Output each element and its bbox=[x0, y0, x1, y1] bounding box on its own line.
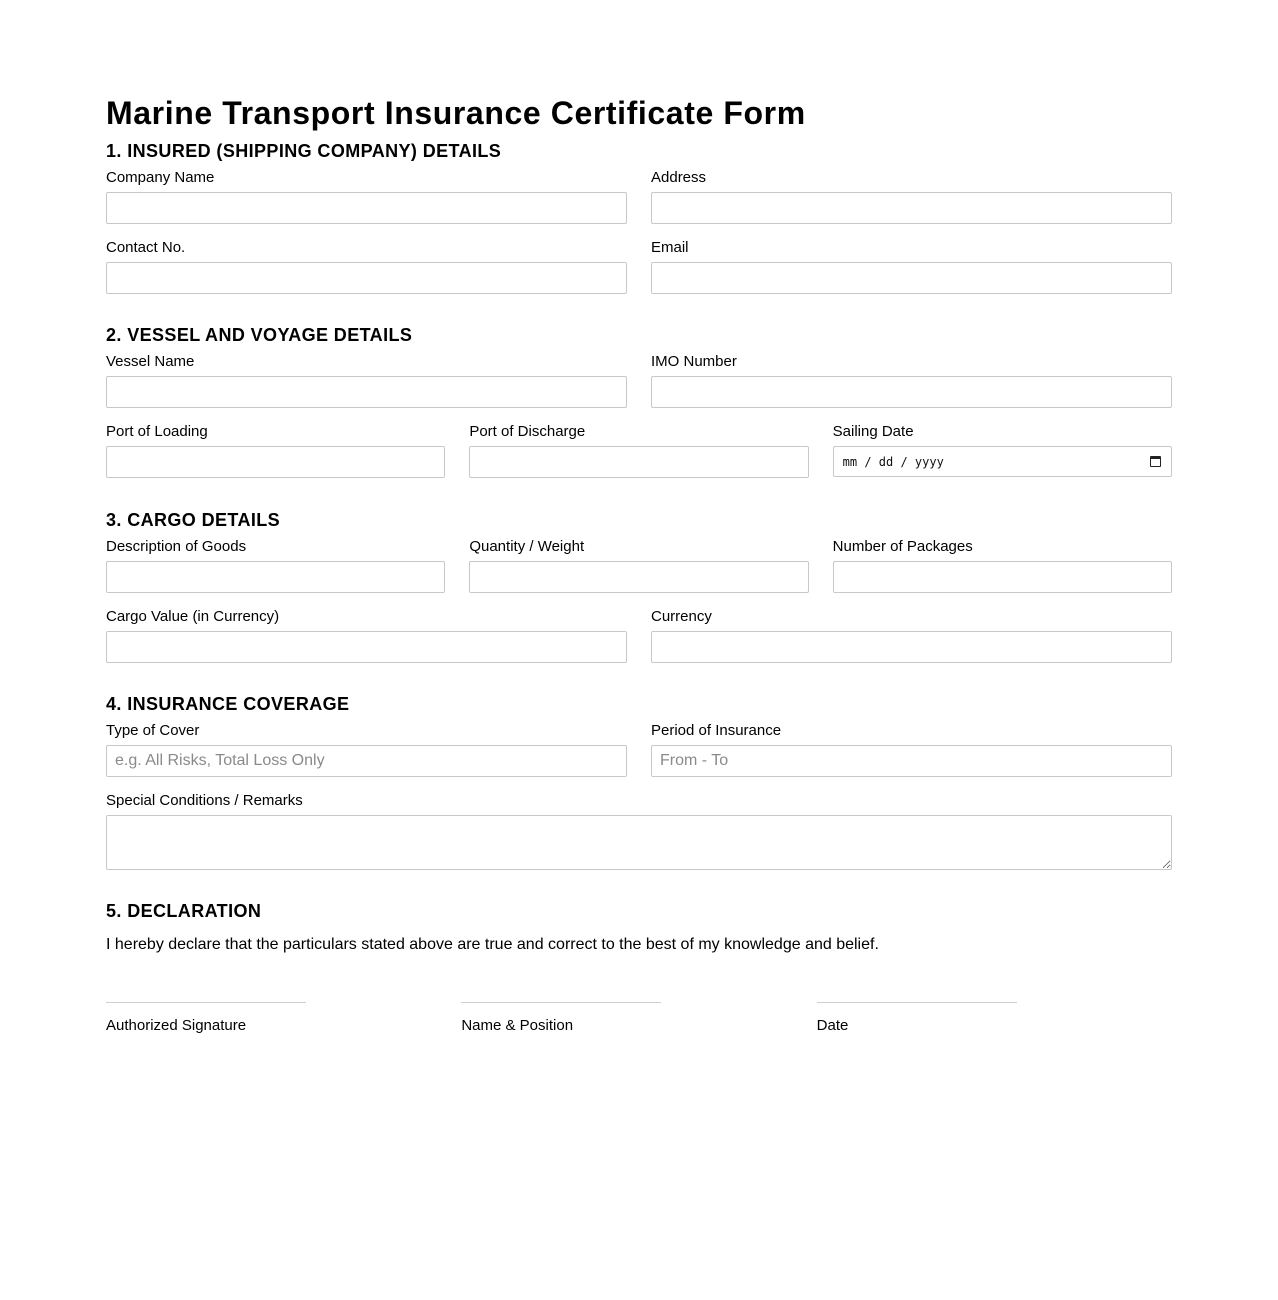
description-input[interactable] bbox=[106, 561, 445, 593]
signature-caption: Name & Position bbox=[461, 1017, 574, 1034]
contact-no-input[interactable] bbox=[106, 262, 627, 294]
sailing-date-placeholder: mm / dd / yyyy bbox=[842, 454, 944, 469]
currency-input[interactable] bbox=[651, 631, 1172, 663]
company-name-input[interactable] bbox=[106, 192, 627, 224]
signature-line bbox=[106, 1002, 306, 1003]
address-input[interactable] bbox=[651, 192, 1172, 224]
field-port-of-loading bbox=[106, 422, 445, 478]
imo-number-label: IMO Number bbox=[651, 353, 737, 370]
field-sailing-date bbox=[833, 422, 1172, 478]
declaration-text: I hereby declare that the particulars stated above are true and correct to the best of my knowledge and belief. bbox=[106, 936, 879, 953]
quantity-input[interactable] bbox=[469, 561, 808, 593]
field-company-name bbox=[106, 168, 627, 224]
field-cargo-value bbox=[106, 607, 627, 663]
section-coverage bbox=[106, 693, 1172, 870]
field-imo-number bbox=[651, 352, 1172, 408]
packages-input[interactable] bbox=[833, 561, 1172, 593]
contact-no-label: Contact No. bbox=[106, 239, 186, 256]
port-of-loading-label: Port of Loading bbox=[106, 423, 208, 440]
section-insured bbox=[106, 140, 1172, 294]
port-of-loading-input[interactable] bbox=[106, 446, 445, 478]
field-description bbox=[106, 537, 445, 593]
imo-number-input[interactable] bbox=[651, 376, 1172, 408]
field-port-of-discharge bbox=[469, 422, 808, 478]
field-period bbox=[651, 721, 1172, 777]
page-title: Marine Transport Insurance Certificate Form bbox=[106, 95, 806, 131]
section-heading-vessel: 2. VESSEL AND VOYAGE DETAILS bbox=[106, 325, 413, 345]
type-of-cover-input[interactable] bbox=[106, 745, 627, 777]
port-of-discharge-input[interactable] bbox=[469, 446, 808, 478]
calendar-icon[interactable] bbox=[1150, 456, 1161, 467]
packages-label: Number of Packages bbox=[832, 538, 973, 555]
period-label: Period of Insurance bbox=[651, 722, 782, 739]
section-vessel bbox=[106, 324, 1172, 478]
signature-line bbox=[817, 1002, 1017, 1003]
field-contact-no bbox=[106, 238, 627, 294]
vessel-name-label: Vessel Name bbox=[106, 353, 195, 370]
vessel-name-input[interactable] bbox=[106, 376, 627, 408]
signature-line bbox=[461, 1002, 661, 1003]
field-type-of-cover bbox=[106, 721, 627, 777]
signature-date bbox=[817, 1002, 1172, 1036]
email-input[interactable] bbox=[651, 262, 1172, 294]
signature-caption: Date bbox=[816, 1017, 849, 1034]
signature-caption: Authorized Signature bbox=[106, 1017, 247, 1034]
quantity-label: Quantity / Weight bbox=[469, 538, 585, 555]
company-name-label: Company Name bbox=[106, 169, 215, 186]
email-label: Email bbox=[651, 239, 689, 256]
insurance-form bbox=[106, 94, 1172, 1036]
section-declaration bbox=[106, 900, 1172, 1036]
cargo-value-label: Cargo Value (in Currency) bbox=[106, 608, 280, 625]
signature-row bbox=[106, 1002, 1172, 1036]
field-packages bbox=[833, 537, 1172, 593]
period-input[interactable] bbox=[651, 745, 1172, 777]
remarks-label: Special Conditions / Remarks bbox=[106, 792, 303, 809]
address-label: Address bbox=[651, 169, 707, 186]
description-label: Description of Goods bbox=[106, 538, 247, 555]
section-heading-cargo: 3. CARGO DETAILS bbox=[106, 510, 281, 530]
section-heading-declaration: 5. DECLARATION bbox=[106, 901, 262, 921]
field-vessel-name bbox=[106, 352, 627, 408]
port-of-discharge-label: Port of Discharge bbox=[469, 423, 586, 440]
type-of-cover-label: Type of Cover bbox=[106, 722, 200, 739]
sailing-date-input[interactable] bbox=[833, 446, 1172, 477]
signature-name-position bbox=[461, 1002, 816, 1036]
field-currency bbox=[651, 607, 1172, 663]
signature-authorized bbox=[106, 1002, 461, 1036]
field-email bbox=[651, 238, 1172, 294]
currency-label: Currency bbox=[651, 608, 712, 625]
section-heading-insured: 1. INSURED (SHIPPING COMPANY) DETAILS bbox=[106, 141, 502, 161]
remarks-textarea[interactable] bbox=[106, 815, 1172, 870]
sailing-date-label: Sailing Date bbox=[832, 423, 914, 440]
cargo-value-input[interactable] bbox=[106, 631, 627, 663]
field-quantity bbox=[469, 537, 808, 593]
section-cargo bbox=[106, 509, 1172, 663]
field-remarks bbox=[106, 791, 1172, 870]
field-address bbox=[651, 168, 1172, 224]
section-heading-coverage: 4. INSURANCE COVERAGE bbox=[106, 694, 350, 714]
